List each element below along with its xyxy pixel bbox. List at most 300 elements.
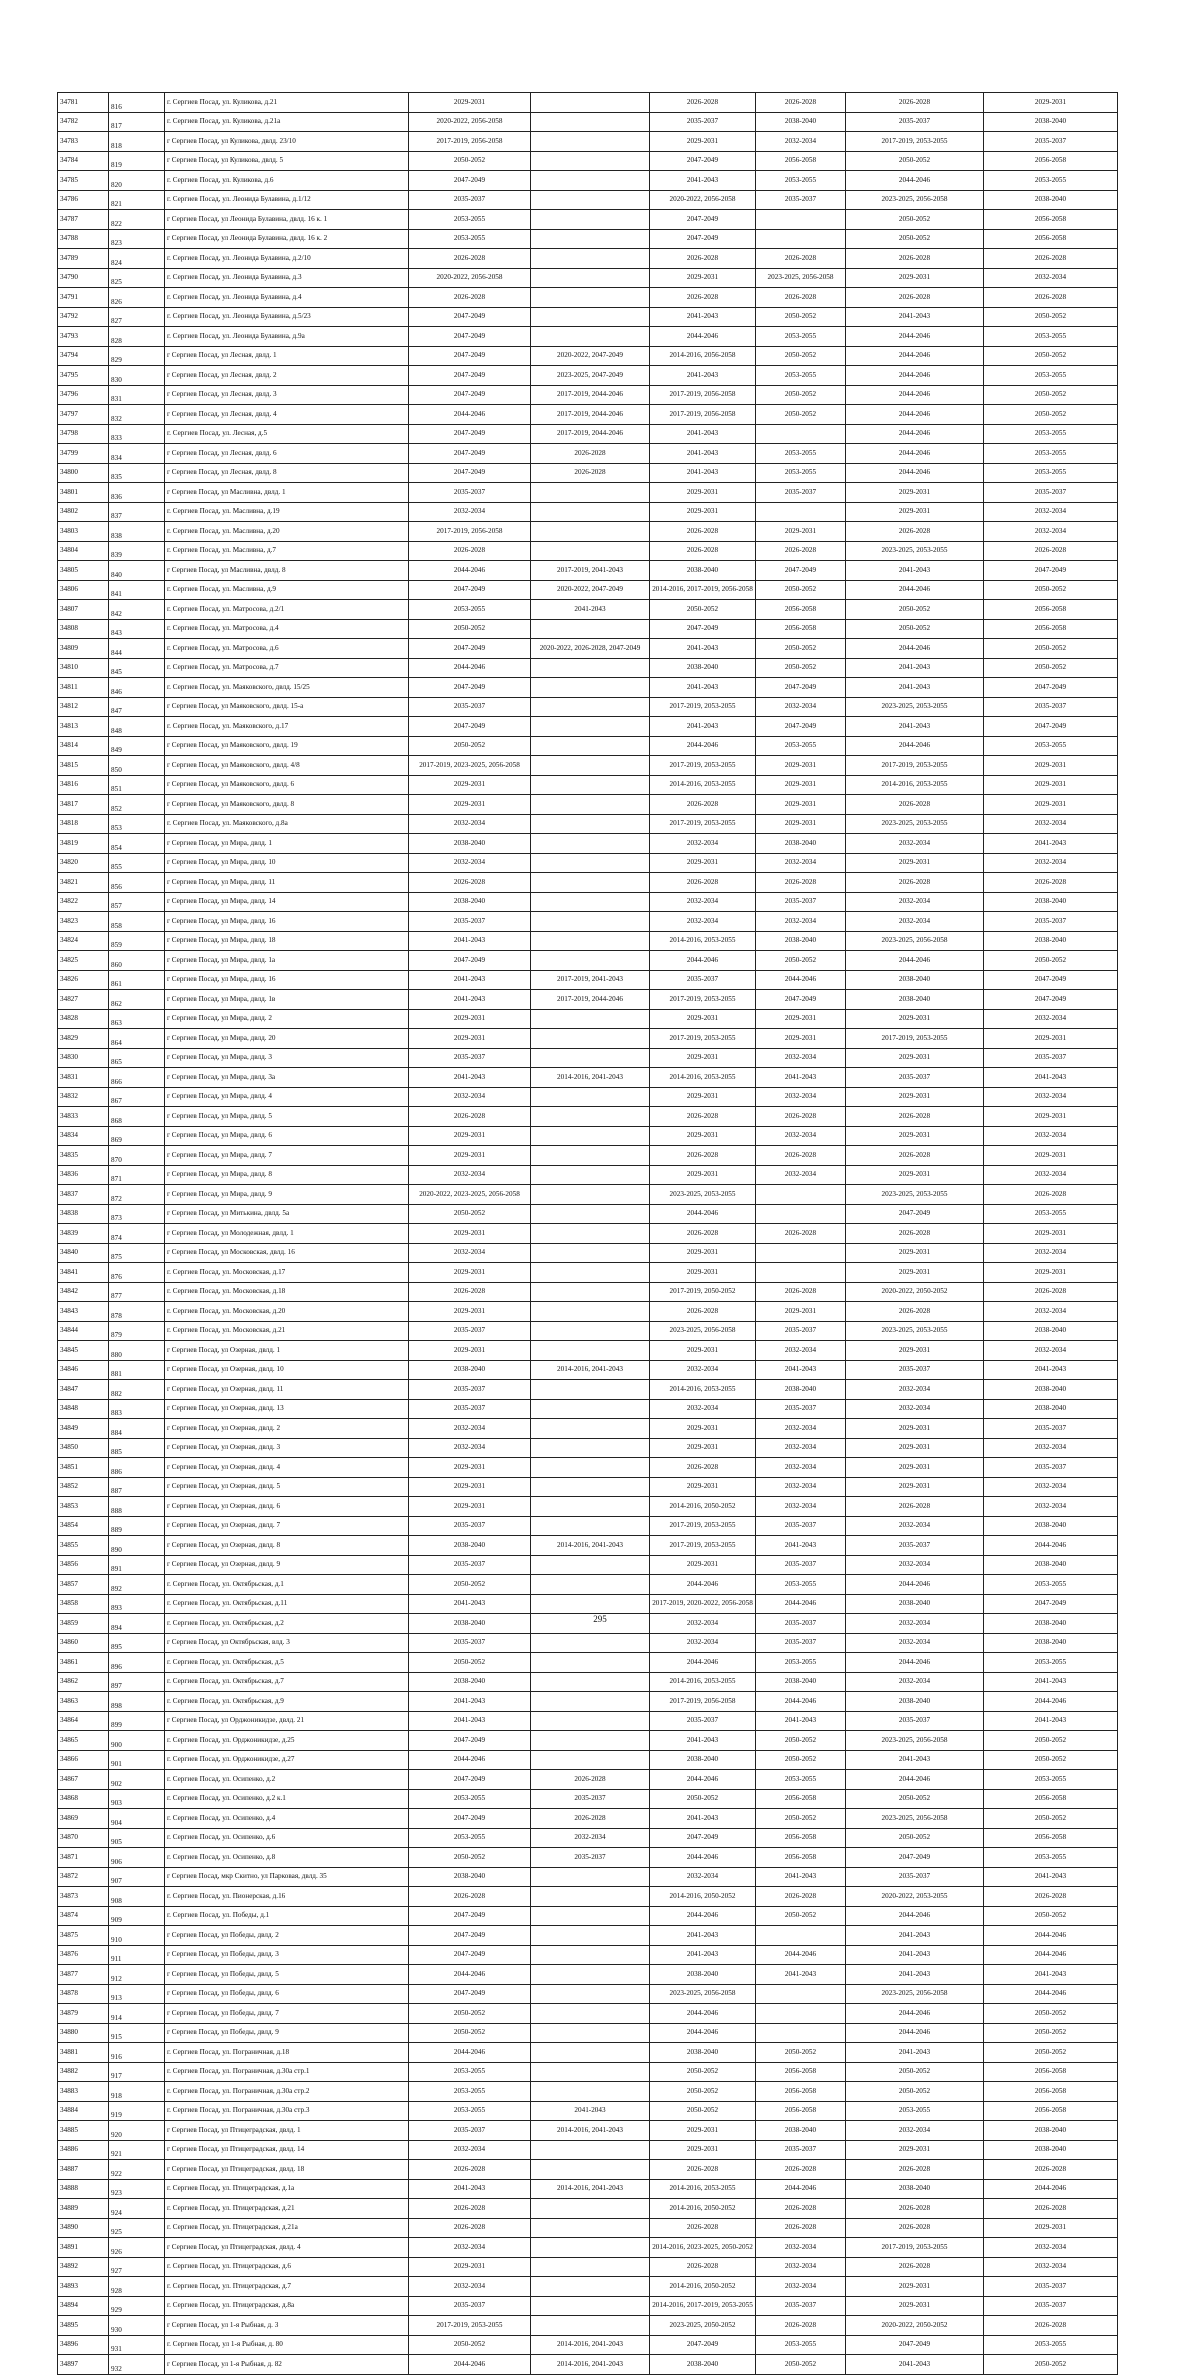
period-col-4-cell: 2026-2028 <box>756 2218 846 2238</box>
period-col-2-cell <box>531 853 650 873</box>
item-number-cell: 901 <box>109 1750 165 1770</box>
row-number-cell: 34884 <box>58 2101 109 2121</box>
period-col-6-cell: 2047-2049 <box>984 561 1118 581</box>
address-cell: г Сергиев Посад, ул Мира, двлд. 10 <box>165 853 409 873</box>
period-col-4-cell: 2050-2052 <box>756 2355 846 2375</box>
item-number-cell: 846 <box>109 678 165 698</box>
item-number-cell: 860 <box>109 951 165 971</box>
period-col-2-cell: 2014-2016, 2041-2043 <box>531 2335 650 2355</box>
period-col-2-cell <box>531 931 650 951</box>
row-number-cell: 34813 <box>58 717 109 737</box>
period-col-1-cell: 2041-2043 <box>409 2179 531 2199</box>
item-number-cell: 927 <box>109 2257 165 2277</box>
item-number-cell: 921 <box>109 2140 165 2160</box>
period-col-5-cell: 2032-2034 <box>846 2121 984 2141</box>
item-number-cell: 904 <box>109 1809 165 1829</box>
item-number-cell: 834 <box>109 444 165 464</box>
period-col-4-cell: 2056-2058 <box>756 151 846 171</box>
table-row <box>58 1848 1118 1868</box>
period-col-1-cell: 2038-2040 <box>409 1672 531 1692</box>
period-col-4-cell: 2035-2037 <box>756 190 846 210</box>
period-col-1-cell: 2029-2031 <box>409 1224 531 1244</box>
table-row <box>58 2355 1118 2375</box>
period-col-5-cell: 2038-2040 <box>846 1692 984 1712</box>
period-col-1-cell: 2053-2055 <box>409 600 531 620</box>
period-col-6-cell: 2041-2043 <box>984 1068 1118 1088</box>
period-col-2-cell <box>531 1692 650 1712</box>
table-row <box>58 1282 1118 1302</box>
period-col-2-cell <box>531 1204 650 1224</box>
period-col-4-cell: 2032-2034 <box>756 1438 846 1458</box>
period-col-2-cell <box>531 112 650 132</box>
address-cell: г Сергиев Посад, ул 1-я Рыбная, д. 3 <box>165 2316 409 2336</box>
period-col-5-cell: 2035-2037 <box>846 112 984 132</box>
period-col-1-cell: 2029-2031 <box>409 1477 531 1497</box>
period-col-1-cell: 2038-2040 <box>409 1536 531 1556</box>
table-row <box>58 1789 1118 1809</box>
period-col-6-cell: 2035-2037 <box>984 483 1118 503</box>
period-col-1-cell: 2026-2028 <box>409 2160 531 2180</box>
period-col-3-cell: 2017-2019, 2053-2055 <box>650 1516 756 1536</box>
period-col-5-cell: 2044-2046 <box>846 424 984 444</box>
period-col-5-cell: 2044-2046 <box>846 2004 984 2024</box>
period-col-3-cell: 2017-2019, 2050-2052 <box>650 1282 756 1302</box>
period-col-2-cell <box>531 1009 650 1029</box>
item-number-cell: 866 <box>109 1068 165 1088</box>
address-cell: г Сергиев Посад, ул Леонида Булавина, двлд. 16 к. 2 <box>165 229 409 249</box>
item-number-cell: 851 <box>109 775 165 795</box>
item-number-cell: 850 <box>109 756 165 776</box>
period-col-5-cell: 2041-2043 <box>846 2355 984 2375</box>
item-number-cell: 891 <box>109 1555 165 1575</box>
row-number-cell: 34839 <box>58 1224 109 1244</box>
address-cell: г. Сергиев Посад, ул. Орджоникидзе, д.25 <box>165 1731 409 1751</box>
period-col-4-cell: 2056-2058 <box>756 2101 846 2121</box>
table-row <box>58 892 1118 912</box>
period-col-4-cell <box>756 1926 846 1946</box>
item-number-cell: 874 <box>109 1224 165 1244</box>
period-col-2-cell <box>531 210 650 230</box>
period-col-4-cell: 2044-2046 <box>756 1945 846 1965</box>
table-row <box>58 795 1118 815</box>
row-number-cell: 34857 <box>58 1575 109 1595</box>
period-col-3-cell: 2023-2025, 2053-2055 <box>650 1185 756 1205</box>
period-col-6-cell: 2029-2031 <box>984 1029 1118 1049</box>
item-number-cell: 842 <box>109 600 165 620</box>
period-col-6-cell: 2038-2040 <box>984 1321 1118 1341</box>
period-col-2-cell <box>531 307 650 327</box>
period-col-3-cell: 2026-2028 <box>650 522 756 542</box>
period-col-4-cell: 2038-2040 <box>756 112 846 132</box>
period-col-2-cell <box>531 502 650 522</box>
period-col-1-cell: 2041-2043 <box>409 1692 531 1712</box>
address-cell: г. Сергиев Посад, ул. Масливна, д.9 <box>165 580 409 600</box>
period-col-6-cell: 2056-2058 <box>984 210 1118 230</box>
item-number-cell: 931 <box>109 2335 165 2355</box>
address-cell: г. Сергиев Посад, ул. Победы, д.1 <box>165 1906 409 1926</box>
period-col-3-cell: 2026-2028 <box>650 93 756 113</box>
period-col-5-cell: 2047-2049 <box>846 2335 984 2355</box>
address-cell: г. Сергиев Посад, ул. Октябрьская, д.7 <box>165 1672 409 1692</box>
item-number-cell: 826 <box>109 288 165 308</box>
table-row <box>58 1243 1118 1263</box>
period-col-3-cell: 2044-2046 <box>650 1906 756 1926</box>
period-col-2-cell: 2017-2019, 2041-2043 <box>531 561 650 581</box>
period-col-2-cell <box>531 1594 650 1614</box>
address-cell: г. Сергиев Посад, ул. Леонида Булавина, д.5/23 <box>165 307 409 327</box>
period-col-3-cell: 2026-2028 <box>650 2218 756 2238</box>
address-cell: г Сергиев Посад, ул Озерная, двлд. 2 <box>165 1419 409 1439</box>
period-col-4-cell: 2053-2055 <box>756 171 846 191</box>
period-col-3-cell: 2047-2049 <box>650 151 756 171</box>
address-cell: г. Сергиев Посад, ул. Маяковского, д.17 <box>165 717 409 737</box>
item-number-cell: 854 <box>109 834 165 854</box>
period-col-3-cell: 2050-2052 <box>650 2101 756 2121</box>
period-col-2-cell <box>531 1380 650 1400</box>
table-row <box>58 385 1118 405</box>
period-col-6-cell: 2032-2034 <box>984 1341 1118 1361</box>
row-number-cell: 34849 <box>58 1419 109 1439</box>
period-col-1-cell: 2053-2055 <box>409 229 531 249</box>
period-col-2-cell <box>531 736 650 756</box>
table-row <box>58 1867 1118 1887</box>
table-row <box>58 1204 1118 1224</box>
period-col-4-cell <box>756 1204 846 1224</box>
item-number-cell: 838 <box>109 522 165 542</box>
period-col-6-cell: 2038-2040 <box>984 1399 1118 1419</box>
period-col-3-cell: 2026-2028 <box>650 288 756 308</box>
period-col-6-cell: 2047-2049 <box>984 990 1118 1010</box>
period-col-2-cell <box>531 873 650 893</box>
period-col-1-cell: 2035-2037 <box>409 1380 531 1400</box>
period-col-2-cell: 2041-2043 <box>531 600 650 620</box>
table-row <box>58 288 1118 308</box>
period-col-6-cell: 2050-2052 <box>984 385 1118 405</box>
period-col-6-cell: 2041-2043 <box>984 1965 1118 1985</box>
works-schedule-table <box>57 92 1118 2375</box>
table-row <box>58 1887 1118 1907</box>
period-col-5-cell: 2026-2028 <box>846 522 984 542</box>
address-cell: г Сергиев Посад, ул Орджоникидзе, двлд. 21 <box>165 1711 409 1731</box>
row-number-cell: 34856 <box>58 1555 109 1575</box>
table-row <box>58 483 1118 503</box>
row-number-cell: 34788 <box>58 229 109 249</box>
item-number-cell: 853 <box>109 814 165 834</box>
period-col-3-cell: 2038-2040 <box>650 1750 756 1770</box>
item-number-cell: 816 <box>109 93 165 113</box>
address-cell: г Сергиев Посад, ул Лесная, двлд. 6 <box>165 444 409 464</box>
item-number-cell: 818 <box>109 132 165 152</box>
period-col-4-cell: 2035-2037 <box>756 1555 846 1575</box>
period-col-2-cell <box>531 1146 650 1166</box>
row-number-cell: 34805 <box>58 561 109 581</box>
address-cell: г. Сергиев Посад, ул. Осипенко, д.4 <box>165 1809 409 1829</box>
table-row <box>58 1692 1118 1712</box>
period-col-6-cell: 2050-2052 <box>984 2004 1118 2024</box>
period-col-5-cell: 2035-2037 <box>846 1867 984 1887</box>
period-col-3-cell: 2041-2043 <box>650 424 756 444</box>
period-col-5-cell: 2050-2052 <box>846 229 984 249</box>
table-row <box>58 736 1118 756</box>
item-number-cell: 869 <box>109 1126 165 1146</box>
period-col-6-cell: 2032-2034 <box>984 853 1118 873</box>
address-cell: г. Сергиев Посад, ул. Московская, д.17 <box>165 1263 409 1283</box>
period-col-4-cell: 2050-2052 <box>756 1731 846 1751</box>
period-col-5-cell: 2026-2028 <box>846 795 984 815</box>
period-col-5-cell: 2044-2046 <box>846 1575 984 1595</box>
period-col-5-cell: 2044-2046 <box>846 405 984 425</box>
period-col-4-cell: 2041-2043 <box>756 1711 846 1731</box>
period-col-3-cell: 2026-2028 <box>650 795 756 815</box>
address-cell: г Сергиев Посад, ул Мира, двлд. 2 <box>165 1009 409 1029</box>
period-col-3-cell: 2029-2031 <box>650 1477 756 1497</box>
period-col-6-cell: 2038-2040 <box>984 1516 1118 1536</box>
period-col-1-cell: 2047-2049 <box>409 366 531 386</box>
period-col-5-cell: 2029-2031 <box>846 2296 984 2316</box>
period-col-1-cell: 2029-2031 <box>409 2257 531 2277</box>
row-number-cell: 34876 <box>58 1945 109 1965</box>
period-col-5-cell: 2023-2025, 2053-2055 <box>846 1185 984 1205</box>
period-col-2-cell <box>531 1945 650 1965</box>
period-col-6-cell: 2053-2055 <box>984 736 1118 756</box>
period-col-2-cell <box>531 717 650 737</box>
period-col-1-cell: 2026-2028 <box>409 2199 531 2219</box>
period-col-1-cell: 2026-2028 <box>409 1107 531 1127</box>
address-cell: г. Сергиев Посад, ул. Птицеградская, д.1а <box>165 2179 409 2199</box>
table-row <box>58 1750 1118 1770</box>
period-col-4-cell: 2056-2058 <box>756 619 846 639</box>
row-number-cell: 34800 <box>58 463 109 483</box>
period-col-4-cell: 2035-2037 <box>756 1633 846 1653</box>
period-col-1-cell: 2035-2037 <box>409 912 531 932</box>
period-col-4-cell: 2035-2037 <box>756 1516 846 1536</box>
period-col-4-cell: 2056-2058 <box>756 1848 846 1868</box>
row-number-cell: 34878 <box>58 1984 109 2004</box>
period-col-6-cell: 2047-2049 <box>984 717 1118 737</box>
table-row <box>58 814 1118 834</box>
period-col-3-cell: 2017-2019, 2053-2055 <box>650 814 756 834</box>
period-col-5-cell: 2044-2046 <box>846 1770 984 1790</box>
table-body <box>58 93 1118 2375</box>
address-cell: г Сергиев Посад, ул Мира, двлд. 16 <box>165 912 409 932</box>
period-col-5-cell: 2044-2046 <box>846 385 984 405</box>
period-col-2-cell <box>531 814 650 834</box>
period-col-3-cell: 2041-2043 <box>650 678 756 698</box>
period-col-5-cell: 2029-2031 <box>846 1126 984 1146</box>
period-col-1-cell: 2032-2034 <box>409 1419 531 1439</box>
period-col-6-cell: 2026-2028 <box>984 873 1118 893</box>
period-col-1-cell: 2038-2040 <box>409 834 531 854</box>
item-number-cell: 914 <box>109 2004 165 2024</box>
period-col-4-cell: 2029-2031 <box>756 795 846 815</box>
period-col-5-cell: 2029-2031 <box>846 1477 984 1497</box>
period-col-4-cell: 2032-2034 <box>756 2277 846 2297</box>
address-cell: г Сергиев Посад, ул Птицеградская, двлд. 4 <box>165 2238 409 2258</box>
row-number-cell: 34828 <box>58 1009 109 1029</box>
row-number-cell: 34832 <box>58 1087 109 1107</box>
period-col-5-cell: 2023-2025, 2056-2058 <box>846 1809 984 1829</box>
period-col-3-cell: 2041-2043 <box>650 444 756 464</box>
address-cell: г. Сергиев Посад, ул. Осипенко, д.6 <box>165 1828 409 1848</box>
item-number-cell: 859 <box>109 931 165 951</box>
period-col-3-cell: 2044-2046 <box>650 1848 756 1868</box>
period-col-6-cell: 2044-2046 <box>984 1692 1118 1712</box>
period-col-3-cell: 2029-2031 <box>650 1126 756 1146</box>
row-number-cell: 34784 <box>58 151 109 171</box>
period-col-5-cell: 2026-2028 <box>846 1302 984 1322</box>
period-col-6-cell: 2035-2037 <box>984 1458 1118 1478</box>
period-col-6-cell: 2029-2031 <box>984 795 1118 815</box>
period-col-3-cell: 2032-2034 <box>650 892 756 912</box>
period-col-1-cell: 2029-2031 <box>409 1458 531 1478</box>
item-number-cell: 821 <box>109 190 165 210</box>
period-col-4-cell: 2050-2052 <box>756 1809 846 1829</box>
address-cell: г Сергиев Посад, ул Мира, двлд. 6 <box>165 1126 409 1146</box>
period-col-3-cell: 2032-2034 <box>650 1360 756 1380</box>
item-number-cell: 929 <box>109 2296 165 2316</box>
item-number-cell: 916 <box>109 2043 165 2063</box>
period-col-4-cell: 2029-2031 <box>756 1302 846 1322</box>
table-row <box>58 853 1118 873</box>
period-col-3-cell: 2041-2043 <box>650 1809 756 1829</box>
period-col-5-cell: 2029-2031 <box>846 483 984 503</box>
row-number-cell: 34801 <box>58 483 109 503</box>
period-col-4-cell: 2053-2055 <box>756 444 846 464</box>
row-number-cell: 34860 <box>58 1633 109 1653</box>
table-row <box>58 1458 1118 1478</box>
period-col-6-cell: 2053-2055 <box>984 1575 1118 1595</box>
period-col-5-cell: 2023-2025, 2056-2058 <box>846 1731 984 1751</box>
period-col-6-cell: 2053-2055 <box>984 1848 1118 1868</box>
address-cell: г Сергиев Посад, ул Куликова, двлд. 5 <box>165 151 409 171</box>
table-row <box>58 1731 1118 1751</box>
period-col-5-cell: 2044-2046 <box>846 444 984 464</box>
address-cell: г Сергиев Посад, ул Победы, двлд. 9 <box>165 2023 409 2043</box>
period-col-2-cell: 2017-2019, 2041-2043 <box>531 970 650 990</box>
period-col-5-cell: 2041-2043 <box>846 1926 984 1946</box>
table-row <box>58 1828 1118 1848</box>
period-col-6-cell: 2041-2043 <box>984 1672 1118 1692</box>
period-col-5-cell: 2038-2040 <box>846 990 984 1010</box>
period-col-1-cell: 2029-2031 <box>409 1302 531 1322</box>
period-col-1-cell: 2050-2052 <box>409 151 531 171</box>
item-number-cell: 926 <box>109 2238 165 2258</box>
table-row <box>58 1711 1118 1731</box>
period-col-3-cell: 2044-2046 <box>650 1204 756 1224</box>
period-col-5-cell: 2032-2034 <box>846 1380 984 1400</box>
item-number-cell: 893 <box>109 1594 165 1614</box>
period-col-4-cell: 2047-2049 <box>756 717 846 737</box>
item-number-cell: 920 <box>109 2121 165 2141</box>
item-number-cell: 910 <box>109 1926 165 1946</box>
period-col-6-cell: 2026-2028 <box>984 1185 1118 1205</box>
table-row <box>58 1497 1118 1517</box>
period-col-4-cell: 2038-2040 <box>756 1672 846 1692</box>
item-number-cell: 845 <box>109 658 165 678</box>
period-col-3-cell: 2026-2028 <box>650 873 756 893</box>
item-number-cell: 924 <box>109 2199 165 2219</box>
period-col-5-cell: 2026-2028 <box>846 2257 984 2277</box>
period-col-1-cell: 2053-2055 <box>409 2082 531 2102</box>
period-col-2-cell <box>531 249 650 269</box>
period-col-3-cell: 2026-2028 <box>650 1146 756 1166</box>
period-col-1-cell: 2032-2034 <box>409 1438 531 1458</box>
period-col-6-cell: 2056-2058 <box>984 2082 1118 2102</box>
table-row <box>58 1263 1118 1283</box>
address-cell: г Сергиев Посад, ул 1-я Рыбная, д. 82 <box>165 2355 409 2375</box>
period-col-4-cell: 2029-2031 <box>756 522 846 542</box>
row-number-cell: 34799 <box>58 444 109 464</box>
row-number-cell: 34798 <box>58 424 109 444</box>
table-row <box>58 1536 1118 1556</box>
period-col-3-cell: 2044-2046 <box>650 1770 756 1790</box>
table-row <box>58 1068 1118 1088</box>
period-col-1-cell: 2038-2040 <box>409 1614 531 1634</box>
period-col-1-cell: 2041-2043 <box>409 1594 531 1614</box>
period-col-1-cell: 2026-2028 <box>409 288 531 308</box>
item-number-cell: 864 <box>109 1029 165 1049</box>
period-col-4-cell: 2053-2055 <box>756 1653 846 1673</box>
period-col-6-cell: 2056-2058 <box>984 229 1118 249</box>
address-cell: г Сергиев Посад, ул Мира, двлд. 3 <box>165 1048 409 1068</box>
table-row <box>58 697 1118 717</box>
address-cell: г Сергиев Посад, ул Митькина, двлд. 5а <box>165 1204 409 1224</box>
item-number-cell: 823 <box>109 229 165 249</box>
address-cell: г Сергиев Посад, ул Победы, двлд. 6 <box>165 1984 409 2004</box>
period-col-4-cell: 2026-2028 <box>756 1224 846 1244</box>
period-col-6-cell: 2035-2037 <box>984 2277 1118 2297</box>
period-col-2-cell: 2026-2028 <box>531 463 650 483</box>
address-cell: г Сергиев Посад, ул Мира, двлд. 3а <box>165 1068 409 1088</box>
item-number-cell: 925 <box>109 2218 165 2238</box>
address-cell: г Сергиев Посад, ул Победы, двлд. 2 <box>165 1926 409 1946</box>
period-col-5-cell: 2020-2022, 2053-2055 <box>846 1887 984 1907</box>
period-col-6-cell: 2032-2034 <box>984 522 1118 542</box>
period-col-3-cell: 2029-2031 <box>650 502 756 522</box>
item-number-cell: 822 <box>109 210 165 230</box>
address-cell: г. Сергиев Посад, ул. Леонида Булавина, д.9а <box>165 327 409 347</box>
period-col-1-cell: 2047-2049 <box>409 463 531 483</box>
row-number-cell: 34825 <box>58 951 109 971</box>
period-col-1-cell: 2047-2049 <box>409 346 531 366</box>
period-col-6-cell: 2053-2055 <box>984 1204 1118 1224</box>
item-number-cell: 881 <box>109 1360 165 1380</box>
period-col-1-cell: 2029-2031 <box>409 1009 531 1029</box>
period-col-5-cell: 2017-2019, 2053-2055 <box>846 1029 984 1049</box>
address-cell: г Сергиев Посад, ул Озерная, двлд. 10 <box>165 1360 409 1380</box>
row-number-cell: 34829 <box>58 1029 109 1049</box>
row-number-cell: 34811 <box>58 678 109 698</box>
period-col-3-cell: 2047-2049 <box>650 2335 756 2355</box>
row-number-cell: 34845 <box>58 1341 109 1361</box>
period-col-2-cell: 2014-2016, 2041-2043 <box>531 1068 650 1088</box>
period-col-3-cell: 2041-2043 <box>650 307 756 327</box>
address-cell: г. Сергиев Посад, ул. Матросова, д.2/1 <box>165 600 409 620</box>
period-col-5-cell: 2026-2028 <box>846 1497 984 1517</box>
item-number-cell: 894 <box>109 1614 165 1634</box>
period-col-2-cell <box>531 2257 650 2277</box>
row-number-cell: 34875 <box>58 1926 109 1946</box>
period-col-5-cell: 2014-2016, 2053-2055 <box>846 775 984 795</box>
period-col-1-cell: 2038-2040 <box>409 1360 531 1380</box>
period-col-3-cell: 2044-2046 <box>650 1575 756 1595</box>
address-cell: г Сергиев Посад, ул Птицеградская, двлд. 18 <box>165 2160 409 2180</box>
period-col-5-cell: 2044-2046 <box>846 580 984 600</box>
period-col-6-cell: 2047-2049 <box>984 1594 1118 1614</box>
period-col-3-cell: 2014-2016, 2053-2055 <box>650 1068 756 1088</box>
period-col-2-cell: 2020-2022, 2026-2028, 2047-2049 <box>531 639 650 659</box>
item-number-cell: 915 <box>109 2023 165 2043</box>
